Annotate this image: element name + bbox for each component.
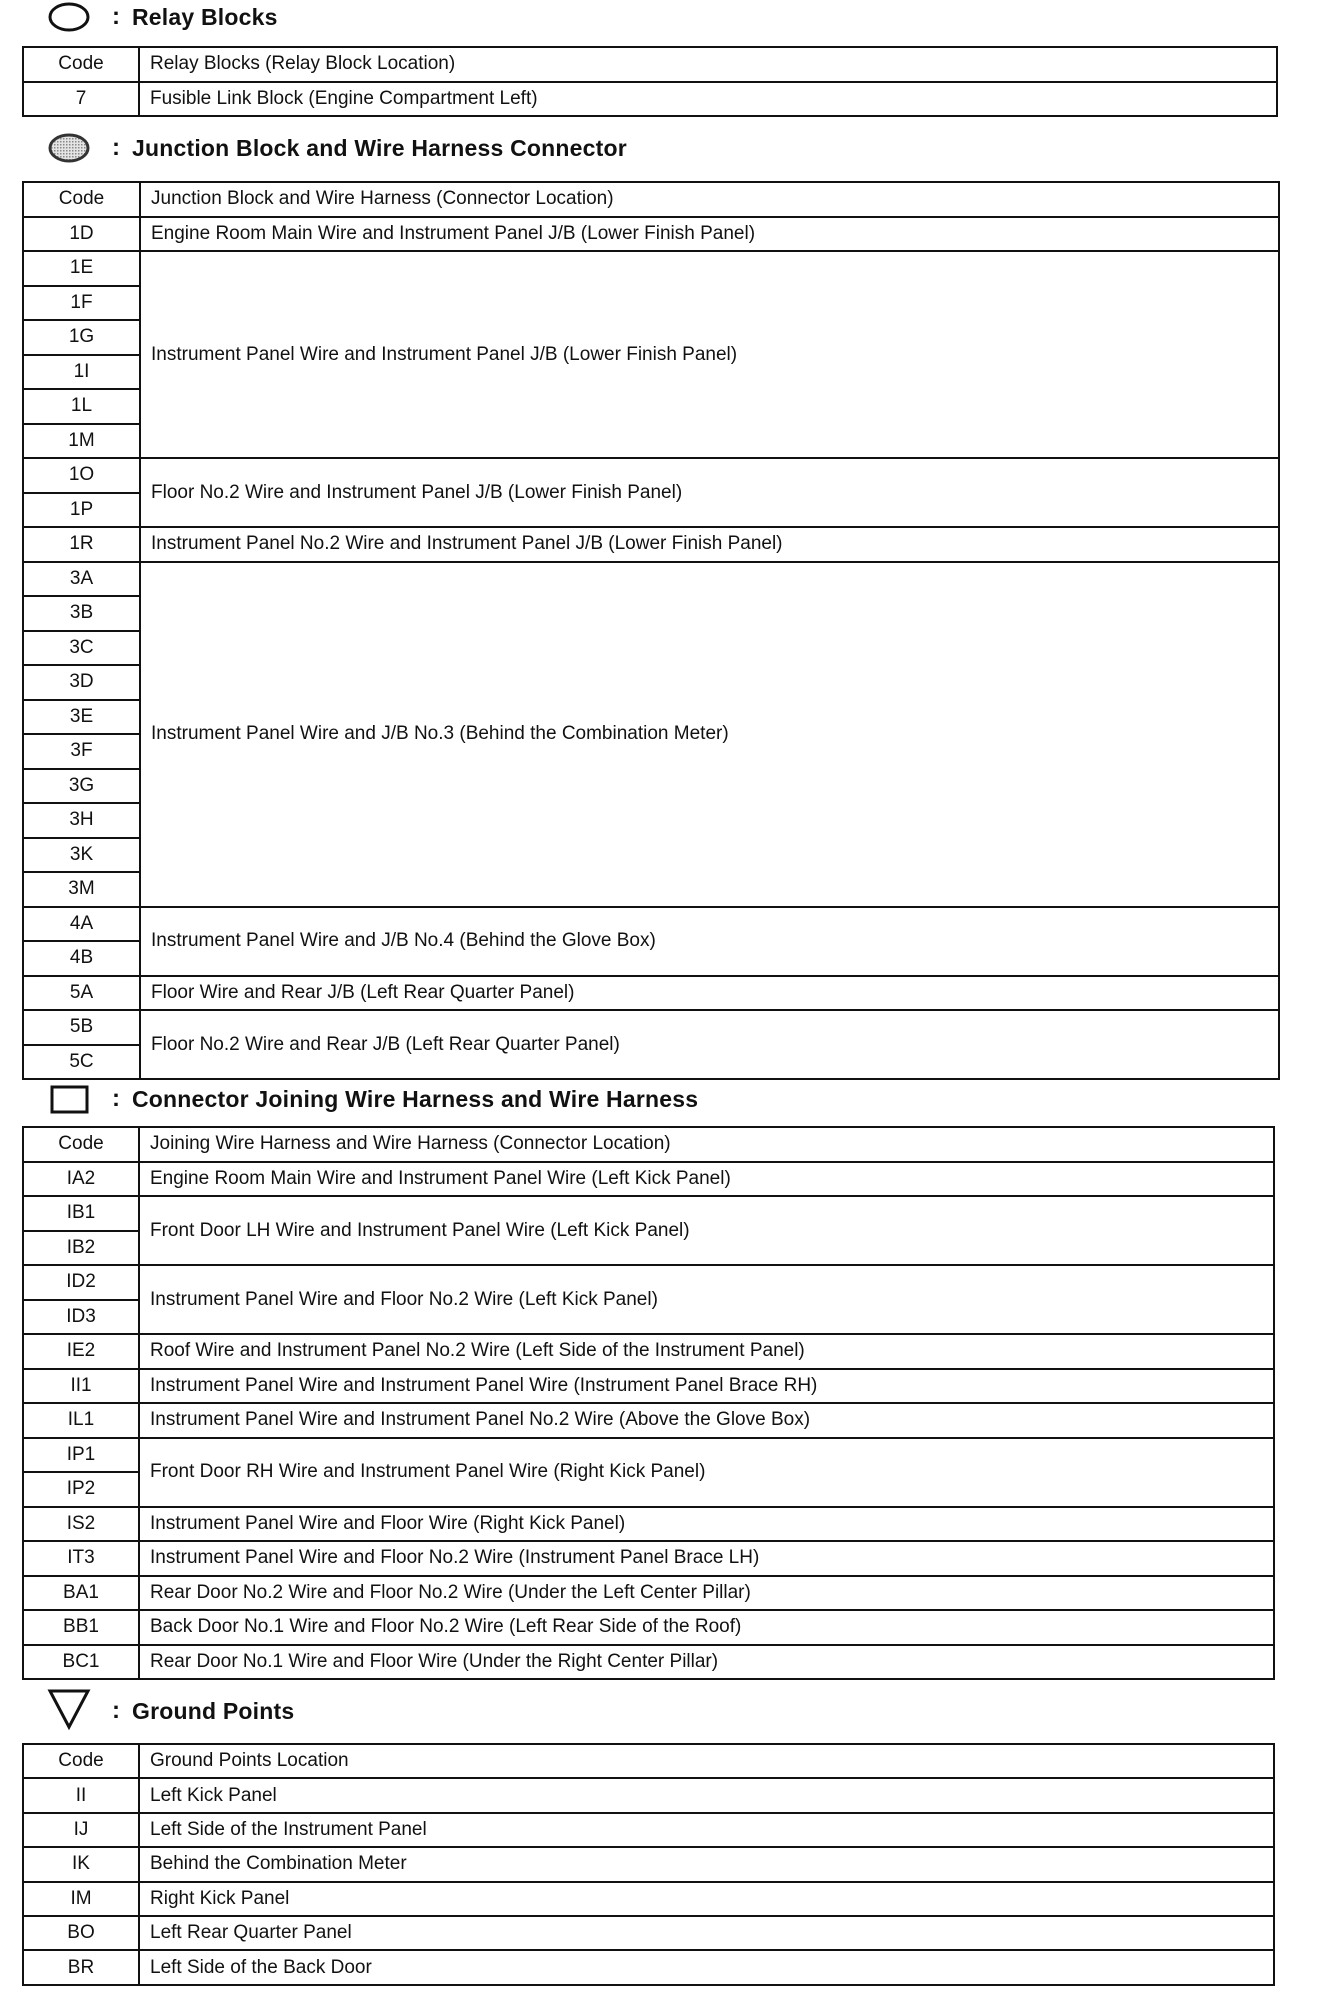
column-header-location: Relay Blocks (Relay Block Location) [139,47,1277,82]
location-cell: Instrument Panel Wire and Floor No.2 Wire (Left Kick Panel) [139,1265,1274,1334]
location-cell: Left Side of the Instrument Panel [139,1813,1274,1847]
table-row [23,1645,1274,1680]
table-header-row [23,182,1279,217]
code-cell: IB1 [23,1196,139,1231]
code-cell: ID3 [23,1300,139,1335]
code-cell: 1D [23,217,140,252]
location-cell: Engine Room Main Wire and Instrument Panel Wire (Left Kick Panel) [139,1162,1274,1197]
junction-block-table [22,181,1280,1080]
code-cell: 3D [23,665,140,700]
location-cell: Instrument Panel Wire and Floor Wire (Right Kick Panel) [139,1507,1274,1542]
table-row [23,1265,1274,1300]
table-header-row [23,1744,1274,1778]
column-header-code: Code [23,1744,139,1778]
column-header-code: Code [23,1127,139,1162]
section-title: Ground Points [132,1697,295,1724]
code-cell: IA2 [23,1162,139,1197]
relay-block-oval-icon [40,0,98,34]
location-cell: Floor No.2 Wire and Rear J/B (Left Rear Quarter Panel) [140,1010,1279,1079]
table-row [23,1162,1274,1197]
column-header-code: Code [23,47,139,82]
code-cell: 1F [23,286,140,321]
location-cell: Instrument Panel Wire and J/B No.4 (Behind the Glove Box) [140,907,1279,976]
table-row [23,1847,1274,1881]
column-header-code: Code [23,182,140,217]
location-cell: Back Door No.1 Wire and Floor No.2 Wire (Left Rear Side of the Roof) [139,1610,1274,1645]
code-cell: IB2 [23,1231,139,1266]
code-cell: IK [23,1847,139,1881]
location-cell: Front Door RH Wire and Instrument Panel Wire (Right Kick Panel) [139,1438,1274,1507]
code-cell: 3F [23,734,140,769]
table-row [23,1507,1274,1542]
code-cell: BA1 [23,1576,139,1611]
location-cell: Rear Door No.1 Wire and Floor Wire (Under the Right Center Pillar) [139,1645,1274,1680]
junction-block-heading [40,131,627,165]
location-cell: Instrument Panel Wire and Instrument Panel No.2 Wire (Above the Glove Box) [139,1403,1274,1438]
table-row [23,1403,1274,1438]
code-cell: IE2 [23,1334,139,1369]
ground-points-heading [40,1694,294,1728]
table-row [23,1369,1274,1404]
table-row [23,1610,1274,1645]
junction-block-shaded-oval-icon [40,131,98,165]
code-cell: IJ [23,1813,139,1847]
table-row [23,1576,1274,1611]
connector-joining-table [22,1126,1275,1680]
code-cell: 7 [23,82,139,117]
table-row [23,1010,1279,1045]
table-row [23,1541,1274,1576]
heading-colon: : [112,1697,120,1724]
location-cell: Left Kick Panel [139,1778,1274,1812]
location-cell: Floor Wire and Rear J/B (Left Rear Quarter Panel) [140,976,1279,1011]
code-cell: II [23,1778,139,1812]
code-cell: IL1 [23,1403,139,1438]
code-cell: BO [23,1916,139,1950]
table-header-row [23,47,1277,82]
section-title: Connector Joining Wire Harness and Wire Harness [132,1085,699,1112]
code-cell: IM [23,1882,139,1916]
table-row [23,1196,1274,1231]
code-cell: ID2 [23,1265,139,1300]
code-cell: BB1 [23,1610,139,1645]
section-title: Junction Block and Wire Harness Connector [132,134,627,161]
code-cell: II1 [23,1369,139,1404]
section-title: Relay Blocks [132,3,278,30]
table-row [23,527,1279,562]
location-cell: Instrument Panel Wire and Instrument Panel J/B (Lower Finish Panel) [140,251,1279,458]
table-row [23,1950,1274,1984]
location-cell: Behind the Combination Meter [139,1847,1274,1881]
code-cell: IS2 [23,1507,139,1542]
table-row [23,458,1279,493]
code-cell: 3E [23,700,140,735]
location-cell: Front Door LH Wire and Instrument Panel Wire (Left Kick Panel) [139,1196,1274,1265]
code-cell: 3H [23,803,140,838]
code-cell: 1R [23,527,140,562]
location-cell: Left Rear Quarter Panel [139,1916,1274,1950]
code-cell: 3G [23,769,140,804]
column-header-location: Ground Points Location [139,1744,1274,1778]
code-cell: 3B [23,596,140,631]
column-header-location: Junction Block and Wire Harness (Connector Location) [140,182,1279,217]
location-cell: Instrument Panel Wire and Instrument Panel Wire (Instrument Panel Brace RH) [139,1369,1274,1404]
code-cell: 1I [23,355,140,390]
table-row [23,1778,1274,1812]
code-cell: IP1 [23,1438,139,1473]
code-cell: 1E [23,251,140,286]
relay-blocks-heading [40,0,278,34]
location-cell: Instrument Panel Wire and J/B No.3 (Behind the Combination Meter) [140,562,1279,907]
table-row [23,562,1279,597]
table-row [23,82,1277,117]
code-cell: 4B [23,941,140,976]
location-cell: Fusible Link Block (Engine Compartment Left) [139,82,1277,117]
table-row [23,1438,1274,1473]
table-row [23,251,1279,286]
code-cell: IT3 [23,1541,139,1576]
connector-joining-heading [40,1082,698,1116]
code-cell: 1P [23,493,140,528]
relay-blocks-table [22,46,1278,117]
code-cell: BR [23,1950,139,1984]
code-cell: 3C [23,631,140,666]
location-cell: Engine Room Main Wire and Instrument Panel J/B (Lower Finish Panel) [140,217,1279,252]
heading-colon: : [112,1085,120,1112]
ground-points-table [22,1743,1275,1986]
location-cell: Instrument Panel No.2 Wire and Instrument Panel J/B (Lower Finish Panel) [140,527,1279,562]
heading-colon: : [112,3,120,30]
code-cell: BC1 [23,1645,139,1680]
location-cell: Right Kick Panel [139,1882,1274,1916]
code-cell: 3K [23,838,140,873]
table-header-row [23,1127,1274,1162]
location-cell: Roof Wire and Instrument Panel No.2 Wire (Left Side of the Instrument Panel) [139,1334,1274,1369]
code-cell: 4A [23,907,140,942]
table-row [23,1813,1274,1847]
code-cell: 1O [23,458,140,493]
code-cell: 5B [23,1010,140,1045]
location-cell: Instrument Panel Wire and Floor No.2 Wire (Instrument Panel Brace LH) [139,1541,1274,1576]
location-cell: Left Side of the Back Door [139,1950,1274,1984]
column-header-location: Joining Wire Harness and Wire Harness (Connector Location) [139,1127,1274,1162]
table-row [23,907,1279,942]
code-cell: 1M [23,424,140,459]
connector-rectangle-icon [40,1082,98,1116]
code-cell: 5A [23,976,140,1011]
code-cell: 3M [23,872,140,907]
ground-point-triangle-icon [40,1694,98,1728]
table-row [23,1916,1274,1950]
table-row [23,217,1279,252]
heading-colon: : [112,134,120,161]
code-cell: IP2 [23,1472,139,1507]
code-cell: 3A [23,562,140,597]
table-row [23,1334,1274,1369]
location-cell: Rear Door No.2 Wire and Floor No.2 Wire (Under the Left Center Pillar) [139,1576,1274,1611]
location-cell: Floor No.2 Wire and Instrument Panel J/B (Lower Finish Panel) [140,458,1279,527]
table-row [23,1882,1274,1916]
code-cell: 1L [23,389,140,424]
code-cell: 1G [23,320,140,355]
code-cell: 5C [23,1045,140,1080]
table-row [23,976,1279,1011]
